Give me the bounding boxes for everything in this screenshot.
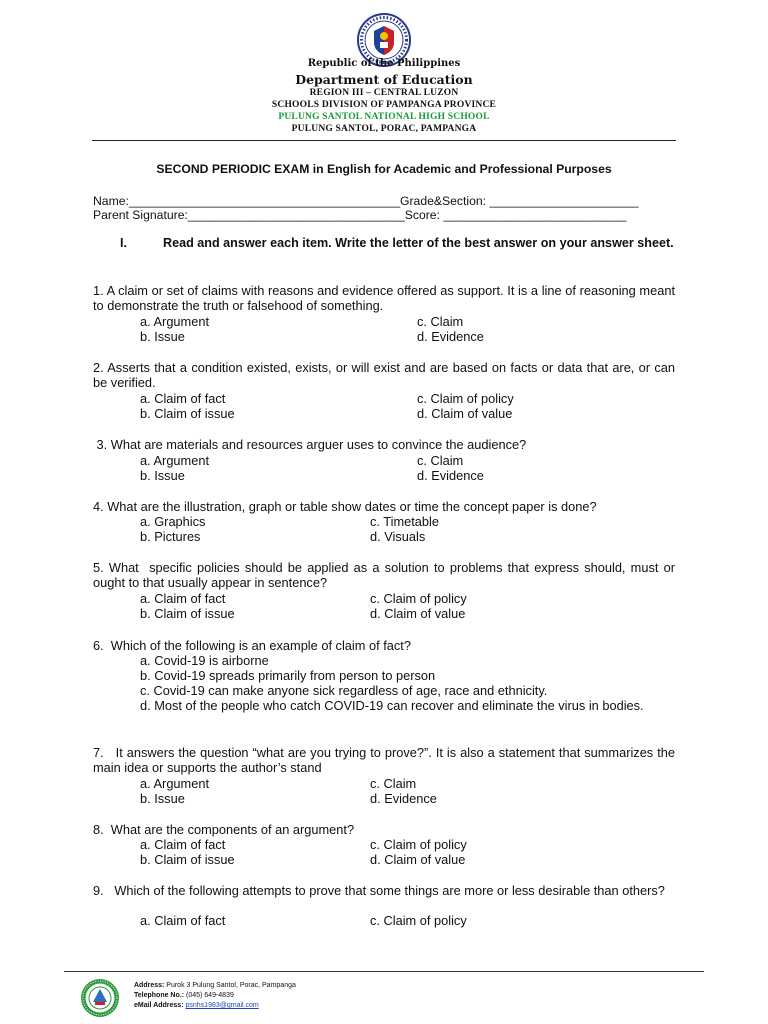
question-1: 1. A claim or set of claims with reasons and evidence offered as support. It is a line of reasoning meant to demonstrate the truth or falsehood of something. xyxy=(93,283,675,314)
address-label: Address: xyxy=(134,982,165,989)
question-6: 6. Which of the following is an example of claim of fact? xyxy=(93,638,411,653)
q4-option-a: a. Graphics xyxy=(140,514,206,529)
q1-option-d: d. Evidence xyxy=(417,329,484,344)
republic-heading: Republic of the Philippines xyxy=(307,58,461,69)
footer-telephone xyxy=(134,991,234,1001)
q3-option-b: b. Issue xyxy=(140,468,185,483)
q7-option-c: c. Claim xyxy=(370,776,417,791)
email-label: eMail Address: xyxy=(134,1002,184,1009)
q3-option-d: d. Evidence xyxy=(417,468,484,483)
exam-title: SECOND PERIODIC EXAM in English for Academic and Professional Purposes xyxy=(156,162,612,176)
location-heading: PULUNG SANTOL, PORAC, PAMPANGA xyxy=(291,124,477,134)
q6-option-d: d. Most of the people who catch COVID-19 can recover and eliminate the virus in bodies. xyxy=(140,698,644,713)
q4-option-c: c. Timetable xyxy=(370,514,439,529)
division-heading: SCHOOLS DIVISION OF PAMPANGA PROVINCE xyxy=(271,100,497,110)
q2-option-b: b. Claim of issue xyxy=(140,406,235,421)
q4-option-b: b. Pictures xyxy=(140,529,201,544)
footer-address xyxy=(134,981,296,991)
q1-option-a: a. Argument xyxy=(140,314,210,329)
q8-option-d: d. Claim of value xyxy=(370,852,466,867)
q8-option-a: a. Claim of fact xyxy=(140,837,226,852)
question-3: 3. What are materials and resources arguer uses to convince the audience? xyxy=(93,437,527,452)
footer-email xyxy=(134,1001,259,1011)
address-value: Purok 3 Pulung Santol, Porac, Pampanga xyxy=(164,982,296,989)
q5-option-b: b. Claim of issue xyxy=(140,606,235,621)
telephone-value: (045) 649-4839 xyxy=(184,992,234,999)
q1-option-c: c. Claim xyxy=(417,314,464,329)
q6-option-b: b. Covid-19 spreads primarily from person to person xyxy=(140,668,436,683)
q8-option-c: c. Claim of policy xyxy=(370,837,467,852)
q1-option-b: b. Issue xyxy=(140,329,185,344)
q5-option-c: c. Claim of policy xyxy=(370,591,467,606)
school-logo-icon xyxy=(80,978,120,1018)
header-divider xyxy=(92,140,676,141)
q2-option-d: d. Claim of value xyxy=(417,406,513,421)
telephone-label: Telephone No.: xyxy=(134,992,185,999)
q6-option-a: a. Covid-19 is airborne xyxy=(140,653,269,668)
q5-option-a: a. Claim of fact xyxy=(140,591,226,606)
q4-option-d: d. Visuals xyxy=(370,529,426,544)
q9-option-c: c. Claim of policy xyxy=(370,913,467,928)
question-5: 5. What specific policies should be applied as a solution to problems that express should, must or ought to that usually appear in sentence? xyxy=(93,560,679,591)
q3-option-a: a. Argument xyxy=(140,453,210,468)
q2-option-c: c. Claim of policy xyxy=(417,391,514,406)
question-7: 7. It answers the question “what are you trying to prove?”. It is also a statement that summarizes the main idea or supports the author’s stand xyxy=(93,745,679,776)
q2-option-a: a. Claim of fact xyxy=(140,391,226,406)
question-2: 2. Asserts that a condition existed, exists, or will exist and are based on facts or data that are, or can be verified. xyxy=(93,360,675,391)
q5-option-d: d. Claim of value xyxy=(370,606,466,621)
q7-option-a: a. Argument xyxy=(140,776,210,791)
region-heading: REGION III – CENTRAL LUZON xyxy=(309,88,459,98)
name-grade-field: Name:________________________________________Grade&Section: ______________________ xyxy=(93,194,639,208)
q9-option-a: a. Claim of fact xyxy=(140,913,226,928)
parent-score-field: Parent Signature:________________________________Score: ___________________________ xyxy=(93,208,627,222)
department-heading: Department of Education xyxy=(295,72,473,87)
q8-option-b: b. Claim of issue xyxy=(140,852,235,867)
section-instruction: Read and answer each item. Write the letter of the best answer on your answer sheet. xyxy=(163,236,674,250)
q3-option-c: c. Claim xyxy=(417,453,464,468)
question-8: 8. What are the components of an argument? xyxy=(93,822,355,837)
question-4: 4. What are the illustration, graph or table show dates or time the concept paper is done? xyxy=(93,499,597,514)
footer-divider xyxy=(64,971,704,972)
school-heading: PULUNG SANTOL NATIONAL HIGH SCHOOL xyxy=(278,112,490,122)
email-link[interactable]: psnhs1983@gmail.com xyxy=(185,1002,259,1009)
q7-option-b: b. Issue xyxy=(140,791,185,806)
section-number: I. xyxy=(120,236,127,250)
q7-option-d: d. Evidence xyxy=(370,791,437,806)
q6-option-c: c. Covid-19 can make anyone sick regardless of age, race and ethnicity. xyxy=(140,683,548,698)
question-9: 9. Which of the following attempts to prove that some things are more or less desirable than others? xyxy=(93,883,665,898)
